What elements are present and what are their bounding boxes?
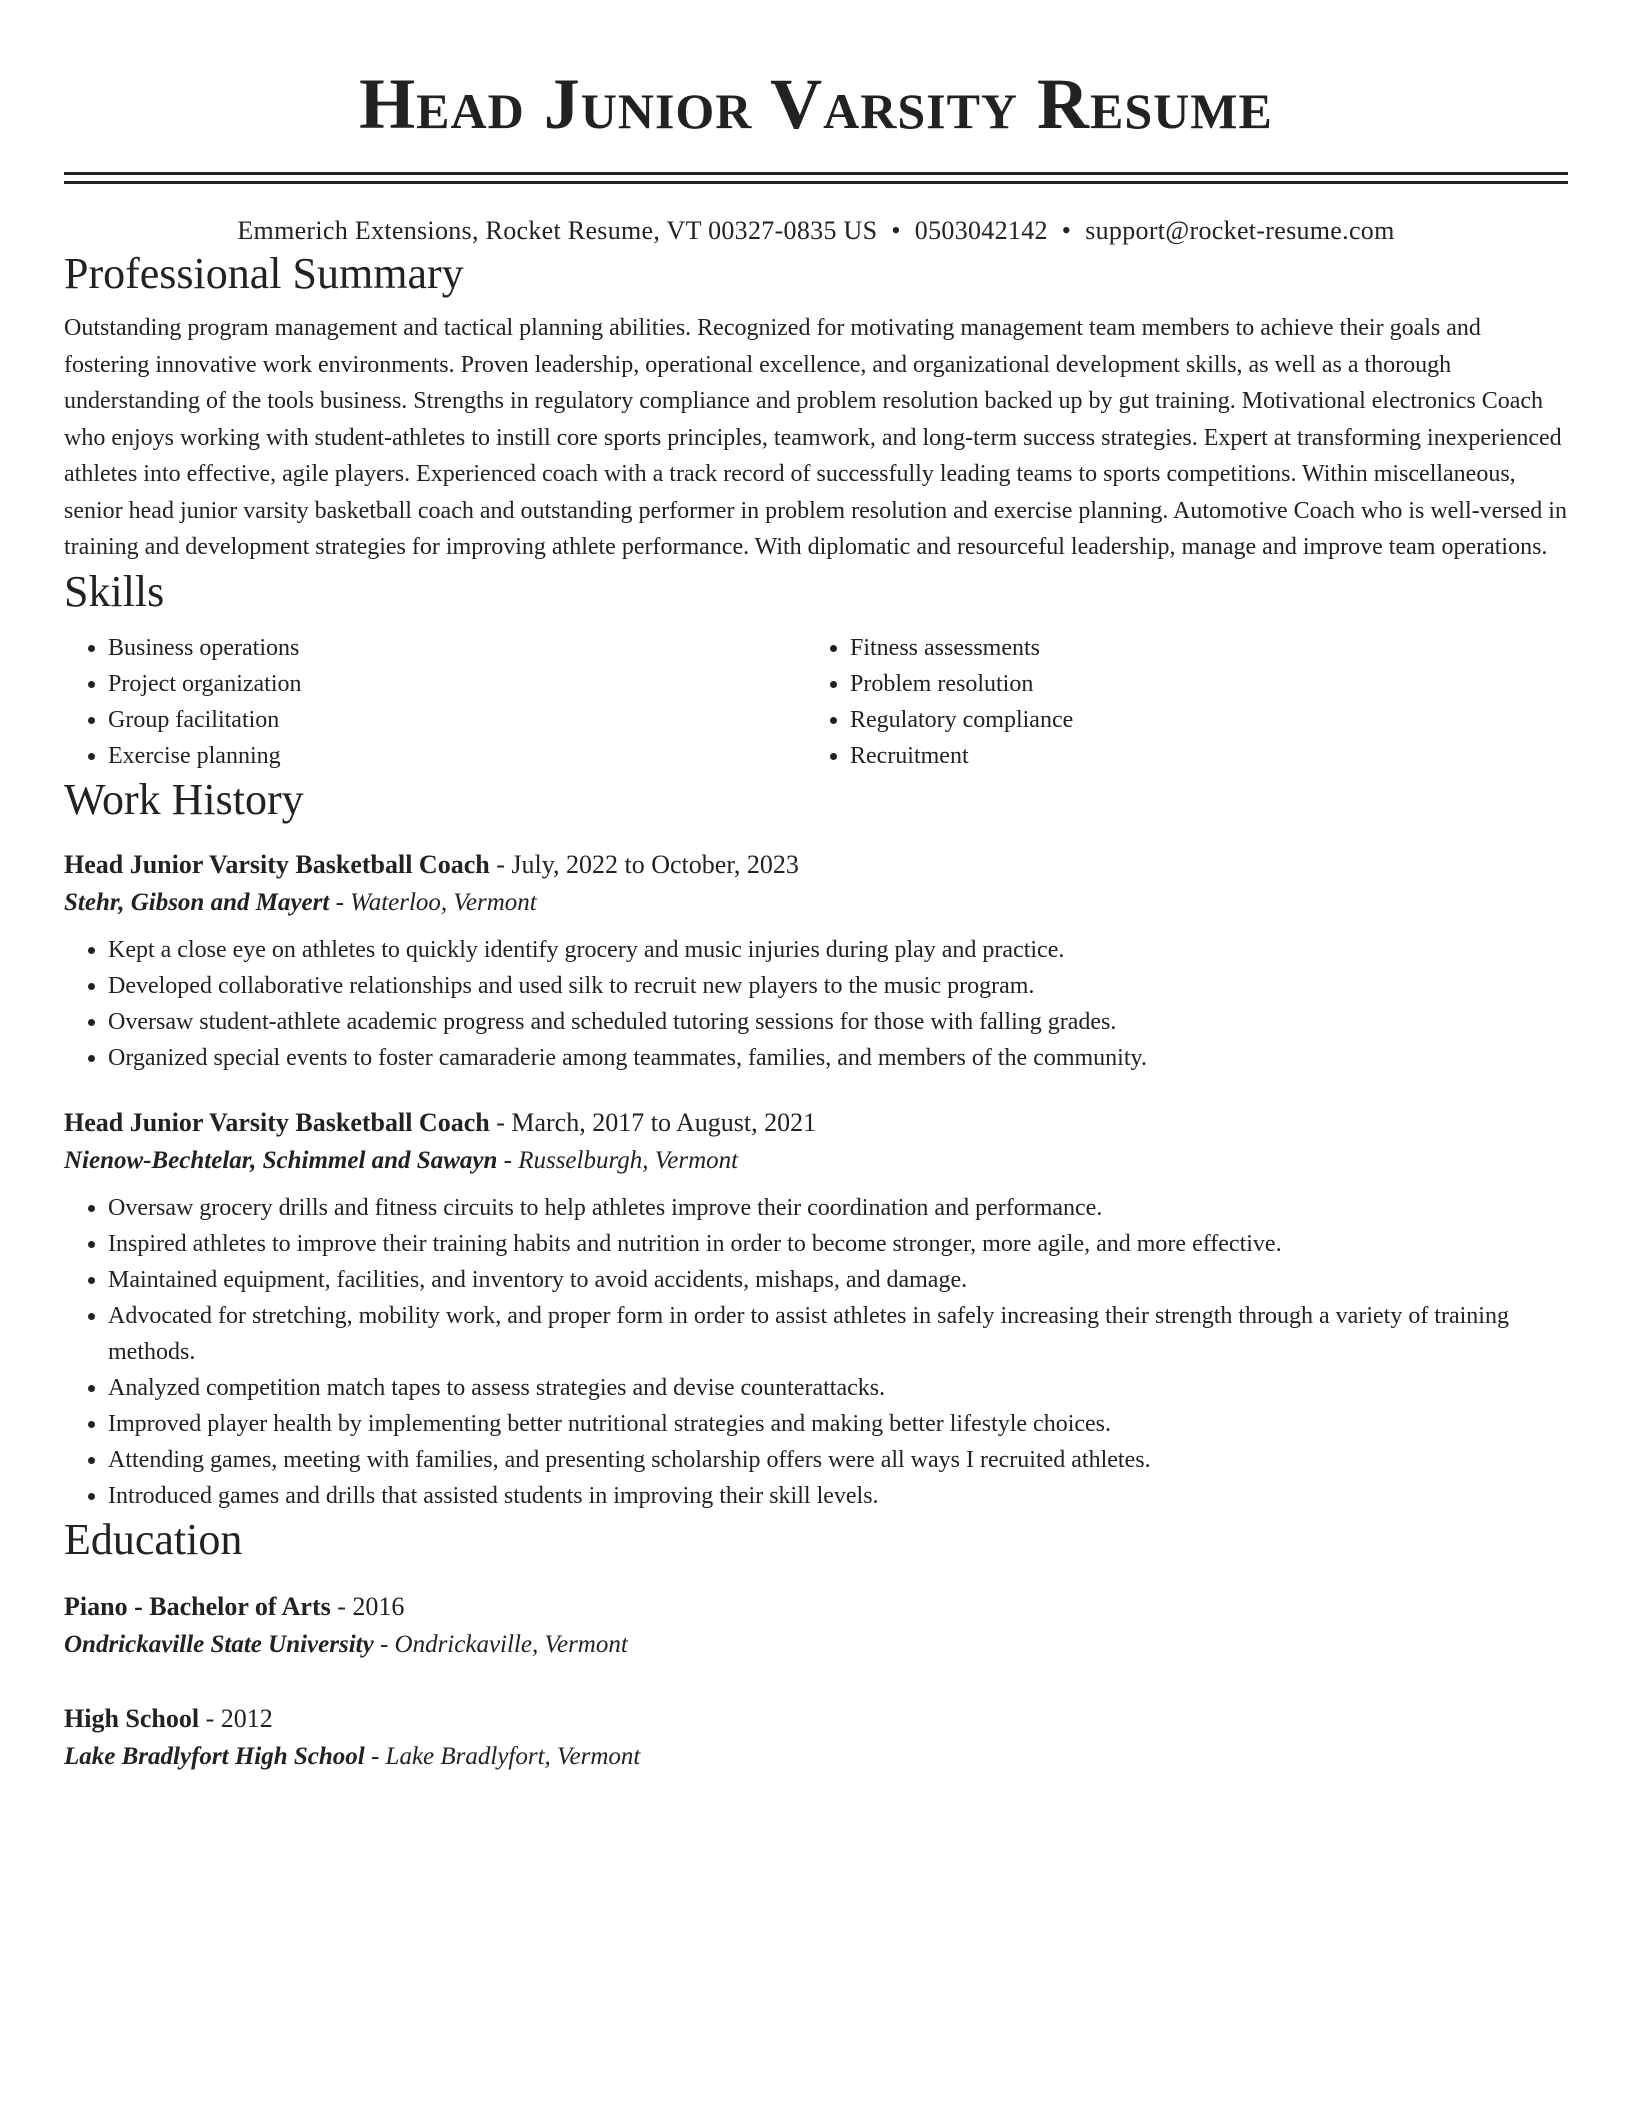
- skill-item: • Business operations: [108, 630, 806, 666]
- school-name: Lake Bradlyfort High School: [64, 1742, 365, 1770]
- job-bullet: • Advocated for stretching, mobility work, and proper form in order to assist athletes in safely increasing their strength through a variety of training methods.: [108, 1298, 1568, 1370]
- education-entry: [64, 1700, 1568, 1776]
- job-title: Head Junior Varsity Basketball Coach: [64, 1107, 490, 1137]
- company-name: Stehr, Gibson and Mayert: [64, 888, 330, 916]
- summary-heading: Professional Summary: [64, 249, 464, 298]
- skills-grid: [64, 630, 1568, 774]
- job-bullet: • Improved player health by implementing better nutritional strategies and making better lifestyle choices.: [108, 1406, 1568, 1442]
- job-bullet: • Kept a close eye on athletes to quickly identify grocery and music injuries during play and practice.: [108, 932, 1568, 968]
- job-title: Head Junior Varsity Basketball Coach: [64, 849, 490, 879]
- contact-phone: 0503042142: [914, 216, 1048, 245]
- company-line: [64, 884, 1568, 922]
- job-bullet: • Introduced games and drills that assisted students in improving their skill levels.: [108, 1478, 1568, 1514]
- degree-year: - 2012: [199, 1703, 273, 1733]
- education-entry: [64, 1588, 1568, 1664]
- title-divider-top: [64, 172, 1568, 175]
- degree-name: High School: [64, 1703, 200, 1733]
- contact-separator: •: [1061, 216, 1072, 245]
- job-title-line: [64, 846, 1568, 884]
- job-bullet: • Analyzed competition match tapes to assess strategies and devise counterattacks.: [108, 1370, 1568, 1406]
- degree-line: [64, 1588, 1568, 1626]
- job-bullets: [64, 1190, 1568, 1514]
- contact-address: Emmerich Extensions, Rocket Resume, VT 00327-0835 US: [237, 216, 878, 245]
- title-divider-bottom: [64, 181, 1568, 184]
- school-line: [64, 1626, 1568, 1664]
- job-bullet: • Developed collaborative relationships and used silk to recruit new players to the music program.: [108, 968, 1568, 1004]
- company-location: - Waterloo, Vermont: [329, 888, 537, 916]
- job-bullet: • Organized special events to foster camaraderie among teammates, families, and members of the community.: [108, 1040, 1568, 1076]
- skill-item: • Project organization: [108, 666, 806, 702]
- company-name: Nienow-Bechtelar, Schimmel and Sawayn: [64, 1146, 498, 1174]
- job-bullet: • Oversaw student-athlete academic progress and scheduled tutoring sessions for those with falling grades.: [108, 1004, 1568, 1040]
- company-line: [64, 1142, 1568, 1180]
- contact-info: [64, 214, 1568, 248]
- skills-heading: Skills: [64, 566, 165, 616]
- contact-email: support@rocket-resume.com: [1085, 216, 1395, 245]
- degree-line: [64, 1700, 1568, 1738]
- work-history-heading: Work History: [64, 774, 304, 824]
- job-bullet: • Attending games, meeting with families, and presenting scholarship offers were all ways I recruited athletes.: [108, 1442, 1568, 1478]
- job-bullet: • Oversaw grocery drills and fitness circuits to help athletes improve their coordination and performance.: [108, 1190, 1568, 1226]
- company-location: - Russelburgh, Vermont: [497, 1146, 739, 1174]
- skills-column-left: [64, 630, 806, 774]
- degree-name: Piano - Bachelor of Arts: [64, 1591, 331, 1621]
- education-heading: Education: [64, 1514, 243, 1564]
- job-title-line: [64, 1104, 1568, 1142]
- school-location: - Ondrickaville, Vermont: [373, 1630, 628, 1658]
- job-entry: [64, 1104, 1568, 1514]
- school-line: [64, 1738, 1568, 1776]
- resume-title: Head Junior Varsity Resume: [359, 64, 1273, 144]
- skill-item: • Regulatory compliance: [850, 702, 1548, 738]
- job-bullets: [64, 932, 1568, 1076]
- skills-column-right: [806, 630, 1548, 774]
- skill-item: • Recruitment: [850, 738, 1548, 774]
- school-name: Ondrickaville State University: [64, 1630, 374, 1658]
- skill-item: • Exercise planning: [108, 738, 806, 774]
- job-bullet: • Maintained equipment, facilities, and inventory to avoid accidents, mishaps, and damage.: [108, 1262, 1568, 1298]
- degree-year: - 2016: [330, 1591, 405, 1621]
- job-bullet: • Inspired athletes to improve their training habits and nutrition in order to become stronger, more agile, and more effective.: [108, 1226, 1568, 1262]
- skill-item: • Fitness assessments: [850, 630, 1548, 666]
- summary-text: Outstanding program management and tactical planning abilities. Recognized for motivating management team members to achieve their goals and fostering innovative work environments. Proven leadership, operational excellence, and organizational development skills, as well as a thorough understanding of the tools business. Strengths in regulatory compliance and problem resolution backed up by gut training. Motivational electronics Coach who enjoys working with student-athletes to instill core sports principles, teamwork, and long-term success strategies. Expert at transforming inexperienced athletes into effective, agile players. Experienced coach with a track record of successfully leading teams to sports competitions. Within miscellaneous, senior head junior varsity basketball coach and outstanding performer in problem resolution and exercise planning. Automotive Coach who is well-versed in training and development strategies for improving athlete performance. With diplomatic and resourceful leadership, manage and improve team operations.: [64, 315, 1567, 560]
- job-dates: - March, 2017 to August, 2021: [489, 1107, 817, 1137]
- skill-item: • Problem resolution: [850, 666, 1548, 702]
- skill-item: • Group facilitation: [108, 702, 806, 738]
- job-entry: [64, 846, 1568, 1076]
- contact-separator: •: [891, 216, 901, 245]
- job-dates: - July, 2022 to October, 2023: [489, 849, 799, 879]
- school-location: - Lake Bradlyfort, Vermont: [364, 1742, 641, 1770]
